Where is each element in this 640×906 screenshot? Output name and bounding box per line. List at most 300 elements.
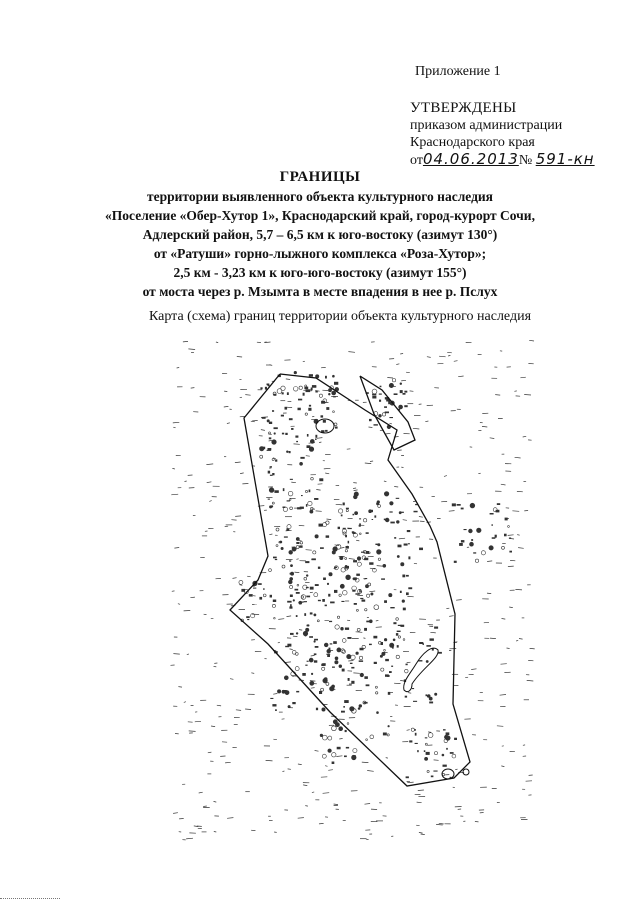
- map-object-marker: [305, 413, 307, 415]
- map-object-marker: [353, 749, 357, 753]
- map-object-marker: [267, 384, 270, 386]
- map-object-marker: [296, 546, 299, 549]
- map-object-marker: [346, 546, 348, 548]
- map-object-marker: [357, 628, 360, 631]
- map-object-marker: [299, 601, 302, 604]
- terrain-mark: [449, 616, 453, 617]
- map-object-marker: [509, 551, 512, 553]
- map-object-marker: [371, 593, 373, 595]
- terrain-mark: [418, 790, 424, 791]
- map-object-marker: [341, 515, 343, 517]
- map-object-marker: [470, 503, 475, 508]
- map-object-marker: [353, 578, 355, 580]
- map-object-marker: [321, 415, 324, 417]
- map-object-marker: [377, 550, 382, 555]
- map-object-marker: [337, 747, 341, 750]
- terrain-mark: [471, 669, 476, 670]
- map-object-marker: [425, 757, 428, 760]
- map-object-marker: [328, 389, 331, 392]
- map-object-marker: [383, 733, 387, 736]
- map-caption: Карта (схема) границ территории объекта культурного наследия: [148, 309, 532, 324]
- map-object-marker: [305, 490, 307, 492]
- terrain-mark: [394, 487, 398, 488]
- terrain-mark: [408, 693, 411, 694]
- terrain-mark: [384, 481, 387, 482]
- terrain-mark: [517, 535, 520, 536]
- map-object-marker: [332, 667, 335, 668]
- terrain-mark: [529, 340, 534, 341]
- terrain-mark: [348, 661, 353, 662]
- terrain-mark: [296, 559, 298, 560]
- map-object-marker: [295, 667, 299, 671]
- map-object-marker: [300, 457, 304, 459]
- terrain-mark: [456, 600, 462, 601]
- order-line-1: приказом администрации: [410, 118, 563, 133]
- map-object-marker: [296, 633, 298, 635]
- map-object-marker: [310, 439, 314, 443]
- map-object-marker: [267, 420, 269, 422]
- terrain-mark: [211, 726, 215, 727]
- map-object-marker: [377, 712, 379, 714]
- map-object-marker: [335, 625, 339, 629]
- terrain-mark: [190, 597, 195, 598]
- map-object-marker: [358, 708, 360, 710]
- map-object-marker: [335, 427, 338, 429]
- map-object-marker: [461, 540, 465, 542]
- map-object-marker: [282, 690, 285, 693]
- map-object-marker: [272, 604, 275, 607]
- map-object-marker: [352, 590, 355, 592]
- map-object-marker: [347, 654, 351, 658]
- map-object-marker: [325, 605, 327, 607]
- terrain-mark: [273, 694, 277, 695]
- terrain-mark: [501, 664, 507, 665]
- map-object-marker: [446, 736, 451, 741]
- map-object-marker: [326, 407, 329, 410]
- map-object-marker: [263, 594, 266, 597]
- terrain-mark: [356, 540, 359, 541]
- map-object-marker: [380, 386, 382, 388]
- map-object-marker: [291, 572, 294, 575]
- terrain-mark: [325, 766, 327, 767]
- map-object-marker: [469, 529, 473, 533]
- terrain-mark: [387, 378, 393, 379]
- map-object-marker: [274, 490, 278, 493]
- map-object-marker: [384, 638, 387, 641]
- map-object-marker: [394, 393, 398, 395]
- map-object-marker: [312, 558, 316, 560]
- terrain-mark: [512, 511, 519, 512]
- terrain-mark: [290, 649, 293, 650]
- map-object-marker: [258, 583, 262, 585]
- map-object-marker: [287, 392, 289, 395]
- document-title: ГРАНИЦЫ: [279, 169, 361, 185]
- map-object-marker: [405, 696, 407, 698]
- map-object-marker: [332, 551, 335, 554]
- approved-heading: УТВЕРЖДЕНЫ: [410, 100, 517, 116]
- map-object-marker: [319, 478, 323, 481]
- map-feature-outline: [442, 769, 454, 779]
- terrain-mark: [206, 464, 213, 465]
- terrain-mark: [286, 379, 290, 380]
- map-object-marker: [384, 600, 387, 603]
- map-object-marker: [391, 666, 393, 667]
- map-object-marker: [378, 544, 380, 546]
- map-object-marker: [343, 503, 345, 506]
- terrain-mark: [216, 342, 218, 343]
- map-object-marker: [385, 518, 389, 522]
- map-object-marker: [293, 387, 298, 392]
- map-object-marker: [403, 608, 406, 611]
- map-object-marker: [329, 621, 332, 622]
- map-object-marker: [290, 585, 293, 588]
- map-object-marker: [318, 567, 320, 569]
- map-object-marker: [369, 644, 372, 645]
- terrain-mark: [327, 519, 332, 520]
- map-object-marker: [353, 560, 357, 562]
- map-object-marker: [414, 511, 418, 513]
- map-object-marker: [313, 386, 316, 388]
- map-object-marker: [311, 388, 313, 391]
- terrain-mark: [454, 361, 458, 362]
- map-object-marker: [326, 654, 330, 655]
- terrain-mark: [369, 427, 373, 428]
- map-object-marker: [345, 535, 347, 537]
- map-object-marker: [281, 547, 283, 549]
- map-object-marker: [400, 591, 402, 593]
- terrain-mark: [209, 501, 211, 502]
- map-object-marker: [304, 613, 306, 616]
- map-object-marker: [378, 505, 381, 508]
- map-object-marker: [360, 598, 363, 599]
- map-object-marker: [309, 405, 311, 407]
- terrain-mark: [421, 834, 425, 835]
- map-object-marker: [282, 565, 285, 568]
- map-object-marker: [292, 702, 295, 704]
- map-object-marker: [362, 645, 365, 648]
- terrain-mark: [227, 818, 233, 819]
- map-object-marker: [315, 439, 317, 440]
- map-object-marker: [366, 739, 368, 741]
- map-object-marker: [384, 406, 387, 408]
- map-object-marker: [311, 673, 313, 675]
- map-object-marker: [377, 501, 380, 504]
- terrain-mark: [269, 440, 272, 441]
- map-object-marker: [345, 730, 347, 732]
- terrain-mark: [173, 813, 178, 814]
- map-object-marker: [350, 707, 355, 712]
- map-object-marker: [290, 595, 293, 598]
- map-object-marker: [314, 641, 316, 643]
- map-object-marker: [305, 561, 309, 563]
- map-object-marker: [366, 621, 370, 623]
- terrain-mark: [417, 802, 422, 803]
- map-object-marker: [343, 706, 345, 708]
- map-object-marker: [325, 430, 328, 432]
- map-object-marker: [360, 673, 364, 677]
- map-object-marker: [346, 510, 348, 512]
- map-object-marker: [359, 656, 362, 659]
- map-object-marker: [345, 557, 347, 559]
- map-object-marker: [344, 756, 347, 758]
- map-object-marker: [326, 535, 330, 537]
- map-object-marker: [273, 600, 276, 603]
- map-object-marker: [328, 749, 332, 753]
- map-object-marker: [320, 547, 324, 549]
- map-object-marker: [293, 600, 295, 602]
- approval-block: [410, 100, 595, 169]
- terrain-mark: [401, 380, 406, 381]
- map-object-marker: [306, 628, 309, 631]
- terrain-mark: [366, 839, 369, 840]
- map-object-marker: [403, 393, 406, 395]
- map-object-marker: [381, 578, 385, 579]
- terrain-mark: [356, 632, 363, 633]
- terrain-mark: [203, 806, 207, 807]
- map-object-marker: [292, 547, 296, 551]
- map-object-marker: [270, 595, 272, 598]
- map-object-marker: [508, 526, 510, 528]
- map-object-marker: [262, 417, 266, 419]
- map-object-marker: [290, 507, 293, 510]
- map-object-marker: [309, 374, 313, 377]
- map-object-marker: [428, 733, 433, 738]
- map-object-marker: [281, 415, 284, 417]
- title-line-6: от моста через р. Мзымта в месте впадения в нее р. Пслух: [142, 284, 498, 299]
- map-object-marker: [356, 609, 358, 611]
- map-object-marker: [404, 391, 407, 393]
- map-object-marker: [260, 455, 263, 458]
- map-object-marker: [438, 652, 442, 654]
- terrain-mark: [515, 457, 521, 458]
- terrain-mark: [447, 352, 452, 353]
- map-object-marker: [269, 488, 274, 493]
- map-object-marker: [341, 649, 345, 653]
- map-object-marker: [305, 634, 307, 636]
- map-object-marker: [275, 709, 277, 711]
- terrain-mark: [328, 770, 333, 771]
- map-object-marker: [352, 755, 356, 756]
- map-object-marker: [446, 732, 450, 735]
- title-line-1: территории выявленного объекта культурного наследия: [146, 189, 493, 204]
- terrain-mark: [191, 388, 195, 389]
- map-object-marker: [345, 550, 347, 552]
- map-object-marker: [425, 743, 427, 745]
- map-object-marker: [338, 509, 342, 513]
- terrain-mark: [370, 461, 373, 462]
- map-object-marker: [372, 396, 376, 399]
- terrain-mark: [515, 589, 522, 590]
- terrain-mark: [334, 804, 338, 805]
- map-object-marker: [328, 736, 332, 740]
- terrain-mark: [323, 793, 330, 794]
- map-object-marker: [314, 639, 318, 641]
- map-object-marker: [309, 447, 314, 452]
- map-object-marker: [470, 542, 474, 546]
- terrain-mark: [406, 372, 410, 373]
- map-object-marker: [348, 678, 350, 681]
- terrain-mark: [251, 673, 254, 674]
- map-object-marker: [337, 616, 339, 618]
- map-object-marker: [327, 583, 329, 585]
- map-object-marker: [275, 459, 277, 461]
- map-object-marker: [396, 498, 400, 499]
- map-object-marker: [300, 542, 303, 545]
- map-object-marker: [430, 638, 434, 640]
- map-object-marker: [324, 643, 328, 647]
- terrain-mark: [298, 764, 302, 765]
- map-object-marker: [296, 542, 299, 544]
- map-object-marker: [288, 491, 293, 496]
- map-object-marker: [364, 578, 367, 579]
- terrain-mark: [230, 679, 233, 680]
- map-object-marker: [288, 705, 290, 707]
- map-object-marker: [272, 410, 274, 412]
- map-object-marker: [399, 512, 401, 514]
- map-object-marker: [408, 543, 410, 544]
- map-object-marker: [277, 690, 280, 693]
- map-object-marker: [357, 557, 361, 561]
- map-object-marker: [348, 528, 352, 529]
- map-object-marker: [343, 590, 348, 595]
- terrain-mark: [173, 427, 175, 428]
- map-object-marker: [319, 394, 322, 397]
- map-object-marker: [397, 631, 401, 632]
- map-object-marker: [352, 531, 355, 533]
- map-object-marker: [259, 597, 262, 600]
- map-object-marker: [505, 518, 508, 521]
- map-object-marker: [342, 669, 345, 672]
- map-object-marker: [450, 752, 454, 754]
- map-object-marker: [268, 471, 270, 474]
- map-object-marker: [315, 435, 317, 438]
- map-object-marker: [304, 601, 307, 602]
- map-object-marker: [368, 552, 370, 554]
- map-object-marker: [361, 552, 365, 553]
- map-object-marker: [274, 617, 276, 619]
- map-object-marker: [353, 514, 355, 516]
- terrain-mark: [414, 563, 417, 564]
- map-object-marker: [321, 664, 324, 666]
- map-object-marker: [305, 385, 307, 387]
- map-object-marker: [475, 559, 478, 562]
- terrain-mark: [336, 504, 343, 505]
- map-object-marker: [273, 557, 277, 559]
- map-object-marker: [345, 628, 349, 630]
- map-object-marker: [345, 566, 349, 569]
- map-object-marker: [332, 753, 336, 757]
- map-object-marker: [362, 600, 366, 602]
- terrain-mark: [495, 395, 500, 396]
- terrain-mark: [178, 687, 182, 688]
- terrain-mark: [369, 591, 375, 592]
- map-object-marker: [382, 652, 385, 655]
- terrain-mark: [520, 377, 525, 378]
- terrain-mark: [501, 484, 506, 485]
- map-object-marker: [314, 614, 316, 616]
- map-object-marker: [315, 535, 318, 538]
- map-object-marker: [364, 676, 368, 679]
- map-object-marker: [269, 506, 271, 508]
- terrain-mark: [363, 638, 365, 639]
- map-object-marker: [411, 728, 414, 731]
- map-object-marker: [477, 528, 482, 533]
- terrain-mark: [449, 511, 455, 512]
- map-object-marker: [393, 639, 395, 641]
- map-object-marker: [328, 594, 330, 597]
- map-object-marker: [398, 636, 400, 638]
- terrain-mark: [285, 662, 291, 663]
- map-object-marker: [289, 560, 291, 562]
- map-object-marker: [434, 752, 437, 755]
- map-object-marker: [302, 673, 306, 676]
- map-object-marker: [272, 458, 274, 460]
- terrain-mark: [303, 361, 305, 362]
- map-object-marker: [379, 394, 382, 395]
- map-object-marker: [301, 495, 303, 496]
- map-object-marker: [269, 422, 272, 424]
- map-object-marker: [260, 387, 262, 389]
- terrain-mark: [377, 566, 383, 567]
- map-object-marker: [348, 541, 350, 544]
- terrain-mark: [287, 616, 292, 617]
- map-object-marker: [296, 615, 298, 617]
- map-object-marker: [284, 676, 288, 680]
- map-object-marker: [389, 593, 392, 596]
- map-object-marker: [363, 519, 366, 522]
- map-object-marker: [341, 568, 345, 572]
- map-object-marker: [335, 657, 338, 660]
- map-object-marker: [316, 708, 318, 711]
- terrain-mark: [312, 792, 314, 793]
- map-object-marker: [406, 575, 409, 577]
- terrain-mark: [225, 762, 231, 763]
- map-object-marker: [397, 645, 399, 648]
- map-object-marker: [393, 622, 396, 624]
- terrain-mark: [173, 654, 179, 655]
- terrain-mark: [306, 550, 312, 551]
- map-object-marker: [379, 414, 382, 417]
- map-object-marker: [322, 667, 325, 670]
- map-object-marker: [282, 392, 284, 394]
- map-object-marker: [388, 692, 391, 695]
- terrain-mark: [319, 823, 324, 824]
- map-object-marker: [369, 419, 372, 421]
- map-object-marker: [454, 561, 457, 563]
- map-object-marker: [398, 545, 402, 548]
- map-object-marker: [320, 734, 323, 737]
- terrain-mark: [527, 680, 534, 681]
- map-object-marker: [481, 551, 485, 555]
- map-object-marker: [374, 662, 377, 664]
- terrain-mark: [365, 804, 371, 805]
- terrain-mark: [353, 488, 356, 489]
- map-object-marker: [332, 391, 336, 395]
- map-object-marker: [307, 434, 309, 437]
- terrain-mark: [519, 639, 523, 640]
- map-object-marker: [349, 684, 352, 685]
- map-object-marker: [298, 408, 301, 411]
- map-object-marker: [285, 691, 289, 695]
- map-object-marker: [292, 650, 296, 654]
- terrain-mark: [396, 364, 399, 365]
- map-object-marker: [330, 602, 335, 604]
- map-object-marker: [308, 408, 311, 411]
- map-object-marker: [339, 665, 342, 668]
- map-object-marker: [461, 508, 464, 510]
- terrain-mark: [465, 677, 468, 678]
- map-object-marker: [290, 479, 293, 480]
